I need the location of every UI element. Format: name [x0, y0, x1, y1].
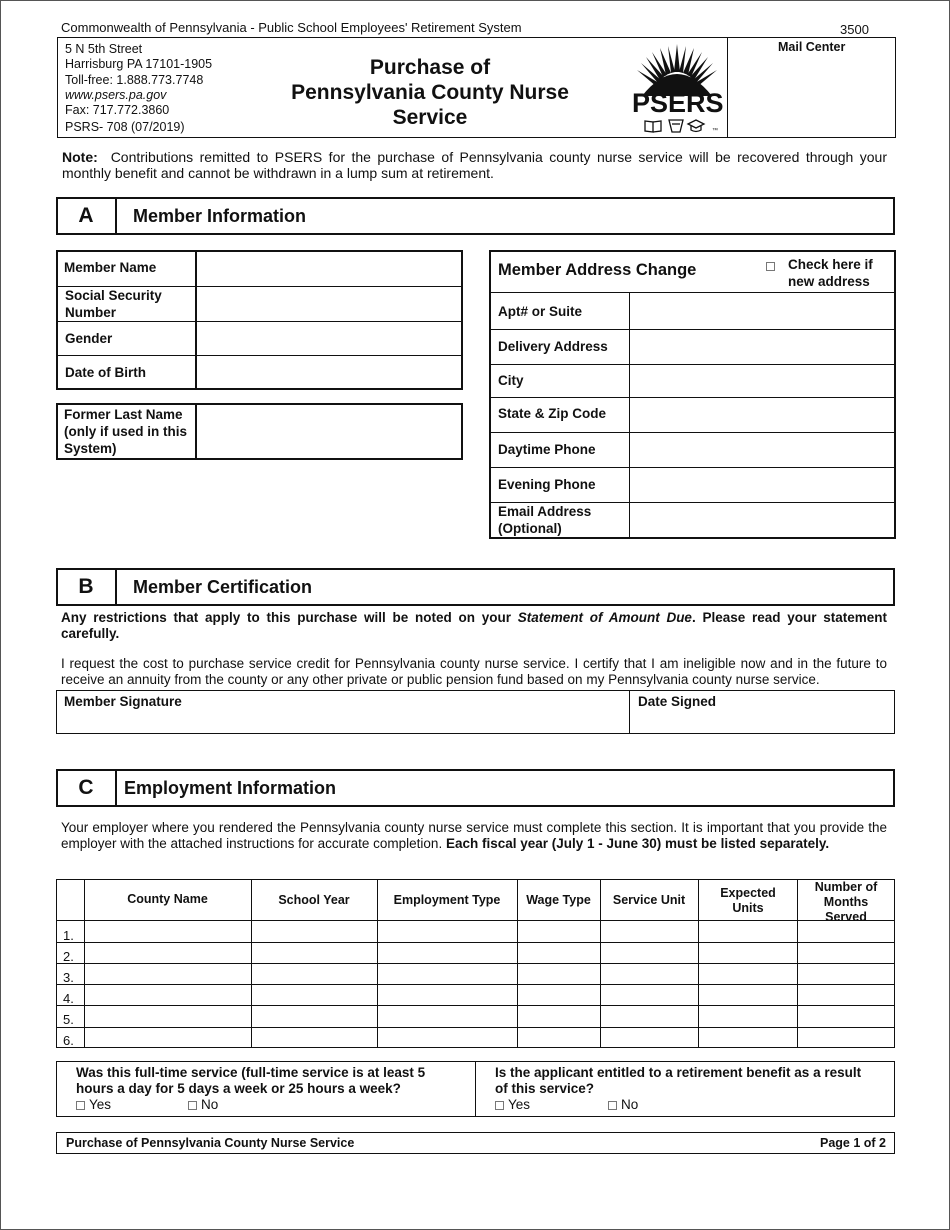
address-row-line	[489, 364, 896, 365]
checkbox-icon	[495, 1101, 504, 1110]
daytime-phone-label: Daytime Phone	[498, 442, 596, 457]
apt-label: Apt# or Suite	[498, 304, 583, 319]
no-label: No	[621, 1097, 639, 1112]
address-city: Harrisburg PA 17101-1905	[65, 57, 213, 72]
apt-field[interactable]	[632, 294, 894, 328]
full-time-yes-option[interactable]	[76, 1097, 111, 1113]
row-number: 2.	[63, 949, 74, 964]
signature-divider	[629, 690, 630, 734]
former-name-field[interactable]	[198, 405, 461, 458]
address-street: 5 N 5th Street	[65, 42, 143, 56]
gender-label: Gender	[65, 331, 113, 346]
employment-row-line	[56, 984, 895, 985]
ssn-label: Social Security Number	[65, 288, 162, 320]
section-c-letter: C	[78, 776, 94, 799]
address-row-line	[489, 432, 896, 433]
yes-label: Yes	[508, 1097, 531, 1112]
title-line-1: Purchase of	[369, 56, 491, 79]
employment-row-line	[56, 942, 895, 943]
logo-text: PSERS	[632, 88, 724, 118]
row-number: 3.	[63, 970, 74, 985]
member-signature-label: Member Signature	[64, 694, 182, 709]
website-link[interactable]: www.psers.pa.gov	[65, 87, 167, 102]
evening-phone-label: Evening Phone	[498, 477, 596, 492]
fax-number: Fax: 717.772.3860	[65, 103, 170, 118]
member-signature-field[interactable]	[60, 710, 626, 732]
date-signed-field[interactable]	[633, 710, 893, 732]
new-address-checkbox[interactable]	[766, 257, 779, 275]
psers-logo	[630, 42, 724, 136]
delivery-address-label: Delivery Address	[498, 339, 608, 354]
date-signed-label: Date Signed	[638, 694, 717, 709]
member-info-row-line	[56, 321, 463, 322]
employment-row-line	[56, 1027, 895, 1028]
checkbox-icon	[766, 262, 775, 271]
certification-text: I request the cost to purchase service credit for Pennsylvania county nurse service. I certify that I am ineligible now and in the future to receive an annuity from the county or any other private or public pension fund based on my Pennsylvania county nurse service.	[61, 656, 887, 687]
title-line-3: Service	[392, 106, 468, 129]
retirement-benefit-question: Is the applicant entitled to a retirement benefit as a result of this service?	[495, 1065, 862, 1096]
section-b-title: Member Certification	[133, 577, 313, 597]
col-employment-type: Employment Type	[393, 893, 501, 907]
full-time-question: Was this full-time service (full-time service is at least 5 hours a day for 5 days a week or 25 hours a week?	[76, 1065, 426, 1096]
benefit-no-option[interactable]	[608, 1097, 638, 1113]
yes-label: Yes	[89, 1097, 112, 1112]
checkbox-icon	[188, 1101, 197, 1110]
dob-field[interactable]	[198, 357, 461, 388]
member-name-field[interactable]	[198, 252, 461, 285]
logo-icons	[642, 118, 722, 134]
page-number: Page 1 of 2	[820, 1136, 886, 1150]
member-info-row-line	[56, 355, 463, 356]
row-number: 6.	[63, 1033, 74, 1048]
full-time-no-option[interactable]	[188, 1097, 218, 1113]
note-label: Note:	[62, 149, 98, 165]
checkbox-icon	[608, 1101, 617, 1110]
logo-trademark: ™	[712, 128, 718, 134]
col-service-unit: Service Unit	[612, 893, 686, 907]
member-name-label: Member Name	[64, 260, 157, 275]
restrictions-note	[61, 610, 887, 641]
form-title	[270, 55, 590, 130]
row-number: 4.	[63, 991, 74, 1006]
agency-name: Commonwealth of Pennsylvania - Public School Employees' Retirement System	[61, 20, 522, 35]
note	[62, 150, 887, 181]
employment-intro-text: Your employer where you rendered the Pennsylvania county nurse service must complete this section. It is important that you provide the employer with the attached instructions for accurate completion.	[61, 820, 887, 851]
book-icon	[645, 121, 661, 132]
email-label: Email Address (Optional)	[498, 504, 592, 536]
benefit-yes-option[interactable]	[495, 1097, 530, 1113]
dob-label: Date of Birth	[65, 365, 146, 380]
address-row-line	[489, 292, 896, 293]
employment-intro	[61, 820, 887, 851]
state-zip-field[interactable]	[632, 399, 894, 431]
address-change-title: Member Address Change	[498, 261, 697, 279]
email-field[interactable]	[632, 504, 894, 537]
employment-row-line	[56, 920, 895, 921]
checkbox-icon	[76, 1101, 85, 1110]
daytime-phone-field[interactable]	[632, 434, 894, 466]
address-row-line	[489, 467, 896, 468]
restrictions-text-2: . Please read your statement carefully.	[61, 610, 888, 641]
address-phone: Toll-free: 1.888.773.7748	[65, 72, 204, 87]
employment-intro-bold: Each fiscal year (July 1 - June 30) must be listed separately.	[445, 835, 830, 851]
section-b-letter: B	[78, 575, 94, 598]
row-number: 1.	[63, 928, 74, 943]
delivery-address-field[interactable]	[632, 331, 894, 363]
col-months-served: Number of Months Served	[814, 880, 878, 924]
graduation-cap-icon	[688, 120, 704, 132]
member-info-divider	[195, 250, 197, 390]
statement-amount-due: Statement of Amount Due	[517, 610, 692, 625]
ssn-field[interactable]	[198, 288, 461, 320]
header-divider	[727, 37, 728, 138]
former-name-divider	[195, 403, 197, 460]
note-text: Contributions remitted to PSERS for the purchase of Pennsylvania county nurse service will be recovered through your monthly benefit and cannot be withdrawn in a lump sum at retirement.	[62, 149, 887, 181]
col-county-name: County Name	[127, 892, 208, 906]
col-expected-units: Expected Units	[720, 886, 776, 915]
col-school-year: School Year	[278, 893, 350, 907]
employment-row-line	[56, 1005, 895, 1006]
form-id: PSRS- 708 (07/2019)	[65, 120, 185, 135]
agency-address	[65, 42, 212, 136]
state-zip-label: State & Zip Code	[498, 406, 607, 421]
city-field[interactable]	[632, 366, 894, 396]
restrictions-text-1: Any restrictions that apply to this purchase will be noted on your	[61, 610, 518, 625]
former-name-label: Former Last Name (only if used in this System)	[64, 407, 188, 456]
section-c-title: Employment Information	[124, 778, 337, 798]
gender-field[interactable]	[198, 323, 461, 354]
title-line-2: Pennsylvania County Nurse	[291, 81, 569, 104]
evening-phone-field[interactable]	[632, 469, 894, 501]
footer-title: Purchase of Pennsylvania County Nurse Service	[66, 1136, 355, 1150]
no-label: No	[201, 1097, 219, 1112]
mail-center-label: Mail Center	[778, 40, 846, 54]
row-number: 5.	[63, 1012, 74, 1027]
form-number: 3500	[840, 22, 869, 37]
keystone-icon	[669, 120, 683, 132]
section-a-title: Member Information	[133, 206, 307, 226]
city-label: City	[498, 373, 524, 388]
section-a-letter: A	[78, 204, 94, 227]
address-row-line	[489, 397, 896, 398]
employment-row-line	[56, 963, 895, 964]
address-row-line	[489, 329, 896, 330]
questions-divider	[475, 1061, 476, 1117]
new-address-check-label: Check here if new address	[788, 257, 873, 289]
col-wage-type: Wage Type	[526, 893, 591, 907]
